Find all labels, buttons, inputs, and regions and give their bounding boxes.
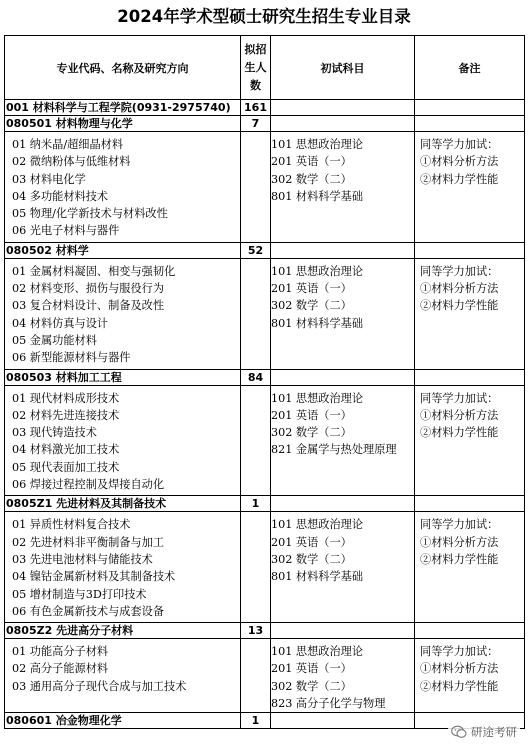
major-count: 52 xyxy=(241,242,271,258)
remarks xyxy=(415,639,525,713)
research-direction: 06 焊接过程控制及焊接自动化 xyxy=(12,478,165,492)
major-header-row xyxy=(5,242,525,258)
major-header-row xyxy=(5,116,525,132)
remark-line: 同等学力加试： xyxy=(420,264,499,278)
research-direction: 02 微纳粉体与低维材料 xyxy=(12,155,131,169)
research-direction: 01 现代材料成形技术 xyxy=(12,391,120,405)
page-title: 2024年学术型硕士研究生招生专业目录 xyxy=(117,7,411,26)
major-detail-row xyxy=(5,258,525,369)
header-enrollment: 拟招 生人 数 xyxy=(241,36,271,100)
exam-subject: 201 英语（一） xyxy=(271,408,352,422)
remark-line: 同等学力加试： xyxy=(420,645,499,659)
exam-subject: 302 数学（二） xyxy=(271,679,352,693)
college-row xyxy=(5,100,525,116)
major-detail-row xyxy=(5,512,525,623)
research-direction: 03 先进电池材料与储能技术 xyxy=(12,552,153,566)
research-direction: 01 纳米晶/超细晶材料 xyxy=(12,138,124,151)
exam-subjects xyxy=(271,132,415,243)
major-header-row xyxy=(5,496,525,512)
major-count: 7 xyxy=(241,116,271,132)
college-name: 001 材料科学与工程学院(0931-2975740) xyxy=(5,100,241,116)
exam-subjects xyxy=(271,258,415,369)
research-direction: 02 材料变形、损伤与服役行为 xyxy=(12,282,165,296)
major-detail-row xyxy=(5,385,525,496)
major-count: 1 xyxy=(241,496,271,512)
exam-subjects xyxy=(271,512,415,623)
research-direction: 02 先进材料非平衡制备与加工 xyxy=(12,535,165,549)
research-directions xyxy=(5,639,241,713)
college-count: 161 xyxy=(241,100,271,116)
remark-line: ①材料分析方法 xyxy=(420,408,499,422)
research-direction: 03 复合材料设计、制备及改性 xyxy=(12,299,165,313)
header-directions: 专业代码、名称及研究方向 xyxy=(5,36,241,100)
major-header-row xyxy=(5,369,525,385)
major-name: 0805Z1 先进材料及其制备技术 xyxy=(5,496,241,512)
remark-line: 同等学力加试： xyxy=(420,518,499,532)
remark-line: ②材料力学性能 xyxy=(420,679,499,693)
exam-subject: 302 数学（二） xyxy=(271,552,352,566)
exam-subject: 101 思想政治理论 xyxy=(271,391,364,405)
catalog-table xyxy=(4,35,525,729)
research-direction: 06 光电子材料与器件 xyxy=(12,224,120,238)
remarks xyxy=(415,512,525,623)
research-direction: 01 异质性材料复合技术 xyxy=(12,518,131,532)
research-direction: 05 现代表面加工技术 xyxy=(12,460,120,474)
exam-subject: 801 材料科学基础 xyxy=(271,570,364,584)
exam-subject: 101 思想政治理论 xyxy=(271,138,364,151)
watermark xyxy=(448,723,520,741)
table-header-row xyxy=(5,36,525,100)
research-directions xyxy=(5,512,241,623)
major-name: 080503 材料加工工程 xyxy=(5,369,241,385)
research-directions xyxy=(5,258,241,369)
research-direction: 02 高分子能源材料 xyxy=(12,662,109,676)
remark-line: ①材料分析方法 xyxy=(420,155,499,169)
research-direction: 01 功能高分子材料 xyxy=(12,645,109,659)
research-direction: 04 镍钴金属新材料及其制备技术 xyxy=(12,570,176,584)
remark-line: ①材料分析方法 xyxy=(420,662,499,676)
major-name: 080502 材料学 xyxy=(5,242,241,258)
wechat-icon xyxy=(451,725,467,739)
major-detail-row xyxy=(5,639,525,713)
remark-line: ②材料力学性能 xyxy=(420,426,499,440)
remark-line: ①材料分析方法 xyxy=(420,282,499,296)
remark-line: 同等学力加试： xyxy=(420,138,499,151)
research-directions xyxy=(5,132,241,243)
exam-subject: 801 材料科学基础 xyxy=(271,189,364,203)
major-header-row xyxy=(5,623,525,639)
research-direction: 04 材料激光加工技术 xyxy=(12,443,120,457)
exam-subject: 302 数学（二） xyxy=(271,299,352,313)
exam-subject: 821 金属学与热处理原理 xyxy=(271,443,397,457)
research-direction: 03 通用高分子现代合成与加工技术 xyxy=(12,679,187,693)
remarks xyxy=(415,132,525,243)
research-direction: 06 新型能源材料与器件 xyxy=(12,351,131,365)
research-direction: 04 多功能材料技术 xyxy=(12,189,109,203)
exam-subject: 101 思想政治理论 xyxy=(271,645,364,659)
research-direction: 05 物理/化学新技术与材料改性 xyxy=(12,207,168,221)
major-count: 13 xyxy=(241,623,271,639)
major-header-row xyxy=(5,713,525,729)
remark-line: 同等学力加试： xyxy=(420,391,499,405)
exam-subject: 201 英语（一） xyxy=(271,662,352,676)
research-direction: 06 有色金属新技术与成套设备 xyxy=(12,604,165,618)
remark-line: ①材料分析方法 xyxy=(420,535,499,549)
research-directions xyxy=(5,385,241,496)
exam-subject: 801 材料科学基础 xyxy=(271,316,364,330)
exam-subjects xyxy=(271,385,415,496)
header-notes: 备注 xyxy=(415,36,525,100)
exam-subjects xyxy=(271,639,415,713)
remark-line: ②材料力学性能 xyxy=(420,299,499,313)
remarks xyxy=(415,258,525,369)
exam-subject: 201 英语（一） xyxy=(271,282,352,296)
research-direction: 05 金属功能材料 xyxy=(12,333,97,347)
major-count: 1 xyxy=(241,713,271,729)
exam-subject: 302 数学（二） xyxy=(271,172,352,186)
exam-subject: 101 思想政治理论 xyxy=(271,518,364,532)
major-detail-row xyxy=(5,132,525,243)
research-direction: 03 现代铸造技术 xyxy=(12,426,97,440)
exam-subject: 823 高分子化学与物理 xyxy=(271,697,386,711)
major-name: 080501 材料物理与化学 xyxy=(5,116,241,132)
remarks xyxy=(415,385,525,496)
exam-subject: 302 数学（二） xyxy=(271,426,352,440)
research-direction: 02 材料先进连接技术 xyxy=(12,408,120,422)
research-direction: 01 金属材料凝固、相变与强韧化 xyxy=(12,264,176,278)
exam-subject: 101 思想政治理论 xyxy=(271,264,364,278)
header-exam-subjects: 初试科目 xyxy=(271,36,415,100)
research-direction: 04 材料仿真与设计 xyxy=(12,316,109,330)
major-name: 0805Z2 先进高分子材料 xyxy=(5,623,241,639)
exam-subject: 201 英语（一） xyxy=(271,535,352,549)
remark-line: ②材料力学性能 xyxy=(420,172,499,186)
watermark-text: 研途考研 xyxy=(471,725,517,739)
major-name: 080601 冶金物理化学 xyxy=(5,713,241,729)
exam-subject: 201 英语（一） xyxy=(271,155,352,169)
research-direction: 05 增材制造与3D打印技术 xyxy=(12,587,147,601)
major-count: 84 xyxy=(241,369,271,385)
research-direction: 03 材料电化学 xyxy=(12,172,86,186)
remark-line: ②材料力学性能 xyxy=(420,552,499,566)
